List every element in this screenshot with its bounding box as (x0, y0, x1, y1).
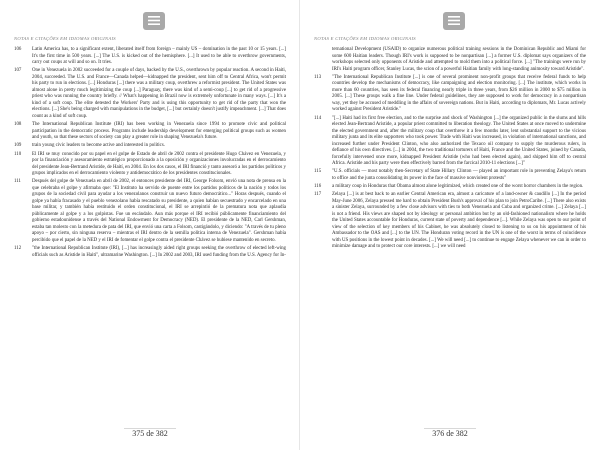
endnote (14, 152, 286, 178)
endnote (314, 116, 586, 168)
hamburger-menu-icon (448, 15, 460, 26)
left-page-number: 375 de 382 (124, 428, 176, 438)
endnote-number: 116 (314, 184, 322, 190)
endnote-text: "U.S. officials — most notably then-Secretary of State Hillary Clinton — played an important role in preventing Zelaya's return to office and the junta consolidating its power in the face of massive nonviolent protests" (332, 169, 586, 181)
endnote (314, 47, 586, 73)
endnote-text: "The International Republican Institute [...] is one of several prominent non-profit groups that receive federal funds to help countries develop the mechanisms of democracy, like campaigning and election monitoring. [...] The institute, which works in more than 60 countries, has seen its federal financing nearly triple in three years, from $26 million in 2000 to $75 million in 2005. [...] These groups walk a fine line. Under federal guidelines, they are supposed to work for democracy in a nonpartisan way, yet they be accused of meddling in the affairs of sovereign nations. But in Haiti, according to diplomats, Mr. Lucas actively worked against President Aristide." (332, 74, 586, 113)
endnote-number: 117 (314, 192, 322, 198)
left-running-head: NOTAS E CITAÇÕES EM IDIOMAS ORIGINAIS (14, 36, 116, 41)
right-menu-button[interactable] (443, 12, 465, 30)
endnote-number: 111 (14, 179, 21, 185)
right-page (300, 0, 600, 450)
endnote-text: One in Venezuela in 2002 succeeded for a couple of days, backed by the U.S., overthrown by popular reaction. A second in Haiti, 2004, succeeded. The U.S. and France—Canada helped—kidnapped the president, sent him off to Central Africa, won't permit his party to run in elections. [...] Honduras [...] there was a military coup, overthrew a reformist president. The United States was almost alone in pretty much legitimizing the coup [...] Paraguay, there was kind of a semi-coup [...] to get rid of a progressive priest who was running the country briefly. // What's happening in Brazil now is extremely unfortunate in many ways. [...] It's a kind of a soft coup. The elite detested the Workers' Party and is using this opportunity to get rid of the party that won the elections. [...] She's being charged with manipulations in the budget, [...] but certainly doesn't justify impeachment. [...] That does count as a kind of soft coup. (32, 68, 286, 119)
endnote-text: "[...] Haiti had its first free election, and to the surprise and shock of Washington [...] the organized public in the slums and hills elected Jean-Bertrand Aristide, a popular priest committed to liberation theology. The United States at once moved to undermine the elected government and, after the military coup that overthrew it a few months later, lent substantial support to the vicious military junta and its elite supporters who took power. Trade with Haiti was increased, in violation of international sanctions, and increased further under President Clinton, who also authorized the Texaco oil company to supply the murderous rulers, in defiance of his own directives. [...] in 2004, the two traditional torturers of Haiti, France and the United States, joined by Canada, forcefully intervened once more, kidnapped President Aristide (who had been elected again), and shipped him off to central Africa. Aristide and his party were then effectively barred from the farcical 2010-11 elections [...]" (332, 115, 586, 167)
endnote-number: 107 (14, 68, 22, 74)
endnote-number (314, 47, 332, 73)
endnote-number: 109 (14, 143, 22, 149)
endnote-number: 110 (14, 151, 22, 157)
endnote (14, 68, 286, 120)
hamburger-menu-icon (148, 15, 160, 26)
right-running-head: NOTAS E CITAÇÕES EM IDIOMAS ORIGINAIS (314, 36, 416, 41)
endnote-text: El IRI se muy conocido por su papel en el golpe de Estado de abril de 2002 contra el presidente Hugo Chávez en Venezuela, y por la financiación y asesoramiento estratégico proporcionado a la oposición y organizaciones involucradas en el derrocamiento del presidente Jean-Bertrand Aristide, de Haití, en 2004. En los dos casos, el IRI financió y tanto asesoró a los partidos políticos y grupos implicados en el derrocamiento violento y antidemocrático de los presidentes constitucionales. (32, 151, 286, 177)
endnote-number: 106 (14, 47, 22, 52)
right-topbar (314, 6, 586, 34)
endnote-text: The International Republican Institute (IRI) has been working in Venezuela since 1994 to promote civic and political participation in the democratic process. Programs include leadership development for emerging political groups such as women and youth, so that these sectors of society can play a greater role in shaping Venezuela's future. (32, 122, 286, 141)
endnote-text: Después del golpe de Venezuela en abril de 2002, el entonces presidente del IRI, George Folsom, envió una nota de prensa en la que celebraba el golpe y afirmaba que: "El Instituto ha servido de puente entre los partidos políticos de la nación y todos los grupos de la sociedad civil para ayudar a los venezolanos construir un nuevo futuro democrático..." Horas después, cuando el golpe ya había fracasado y el pueblo venezolano había rescatado su presidente, a quien habían secuestrado y encarcelado en una base militar, y también había restituido el orden constitucional, el IRI se arrepintió de la prematura nota que aplaudía públicamente al golpe y a los golpistas. Fue un escándalo. Aun más porque el IRI recibió públicamente financiamiento del gobierno estadounidense a través del National Endowment for Democracy (NED). El presidente de la NED, Carl Gershman, estaba tan molesto con la metedura de pata del IRI, que envió una carta a Folsom, castigándolo, y diciendo: "A través de tu pleno apoyo – por cierto, sin ninguna reserva – mientras el IRI dentro de la semilla política interna de Venezuela". Gershman había percibido que el papel de la NED y el IRI de fomentar el golpe contra el presidente Chávez se hubiese mantenido en secreto. (32, 179, 286, 243)
endnote (14, 143, 286, 150)
endnote-number: 114 (314, 115, 322, 121)
endnote (314, 184, 586, 191)
endnote-text: a military coup in Honduras that Obama almost alone legitimized, which created one of the worst horror chambers in the region. (332, 184, 584, 190)
endnote (314, 75, 586, 114)
right-notes-list (314, 47, 586, 251)
right-page-number: 376 de 382 (424, 428, 476, 438)
left-page-footer (0, 428, 300, 438)
endnote-text: Latin America has, to a significant extent, liberated itself from foreign – mainly US – domination in the past 10 or 15 years. [...] It's the first time in 500 years. [...] The U.S. is kicked out of the hemisphere. [...] It used to be able to overthrow governments, carry out coups at will and so on. It tries. (32, 47, 286, 65)
endnote (14, 246, 286, 259)
endnote (314, 192, 586, 251)
endnote-number: 115 (314, 169, 322, 175)
endnote-text: train young civic leaders to become active and interested in politics. (32, 143, 165, 149)
left-menu-button[interactable] (143, 12, 165, 30)
right-page-footer (300, 428, 600, 438)
endnote-text: Zelaya [...] is at best back to an earlier Central American era, almost a caricature of a land-owner & caudillo [...] In the period May-June 2006, Zelaya pressed me hard to obtain President Bush's approval of his plan to join PetroCaribe. [...] There also exists a sinister Zelaya, surrounded by a few close advisors with ties to both Venezuela and Cuba and organized crime. [...] Zelaya [...] is not a friend. His views are shaped not by ideology or personal ambition but by an old-fashioned nationalism where he holds the United States accountable for Honduras, current state of poverty and dependence [...]. While Zelaya was open to our point of view of the selection of key members of his Cabinet, he was absolutely closed to listening to us on his appointment of his Ambassador to the OAS and [...] to the UN. The Honduran voting record in the UN is one of the worst in terms of coincidence with US positions in the lowest point in decades. [...] We will need [...] to continue to engage Zelaya whenever we can in order to minimize damage and to protect our core interests. [...] we will need (332, 192, 586, 250)
endnote (314, 169, 586, 182)
endnote-text: "the International Republican Institute (IRI), [...] has increasingly aided right groups seeking the overthrow of elected left-wing officials such as Aristide in Haiti", ultramarine Washington. [...] In 2002 and 2003, IRI used funding from the U.S. Agency for In- (32, 246, 286, 258)
left-notes-list (14, 47, 286, 259)
endnote-text: ternational Development (USAID) to organize numerous political training sessions in the Dominican Republic and Miami for some 600 Haitian leaders. Though IRI's work is supposed to be nonpartisan [...] a former U.S. diplomat says organizers of the workshops selected only opponents of Aristide and attempted to mold them into a political force. [...] "The trainings were run by IRI's Haiti program officer, Stanley Lucas, the scion of a powerful Haitian family with long-standing animosity toward Aristide". (332, 47, 586, 72)
left-topbar (14, 6, 286, 34)
endnote-number: 113 (314, 74, 322, 80)
endnote (14, 122, 286, 142)
endnote-number: 112 (14, 246, 22, 252)
endnote-number: 108 (14, 122, 22, 128)
endnote (14, 179, 286, 244)
endnote (14, 47, 286, 67)
